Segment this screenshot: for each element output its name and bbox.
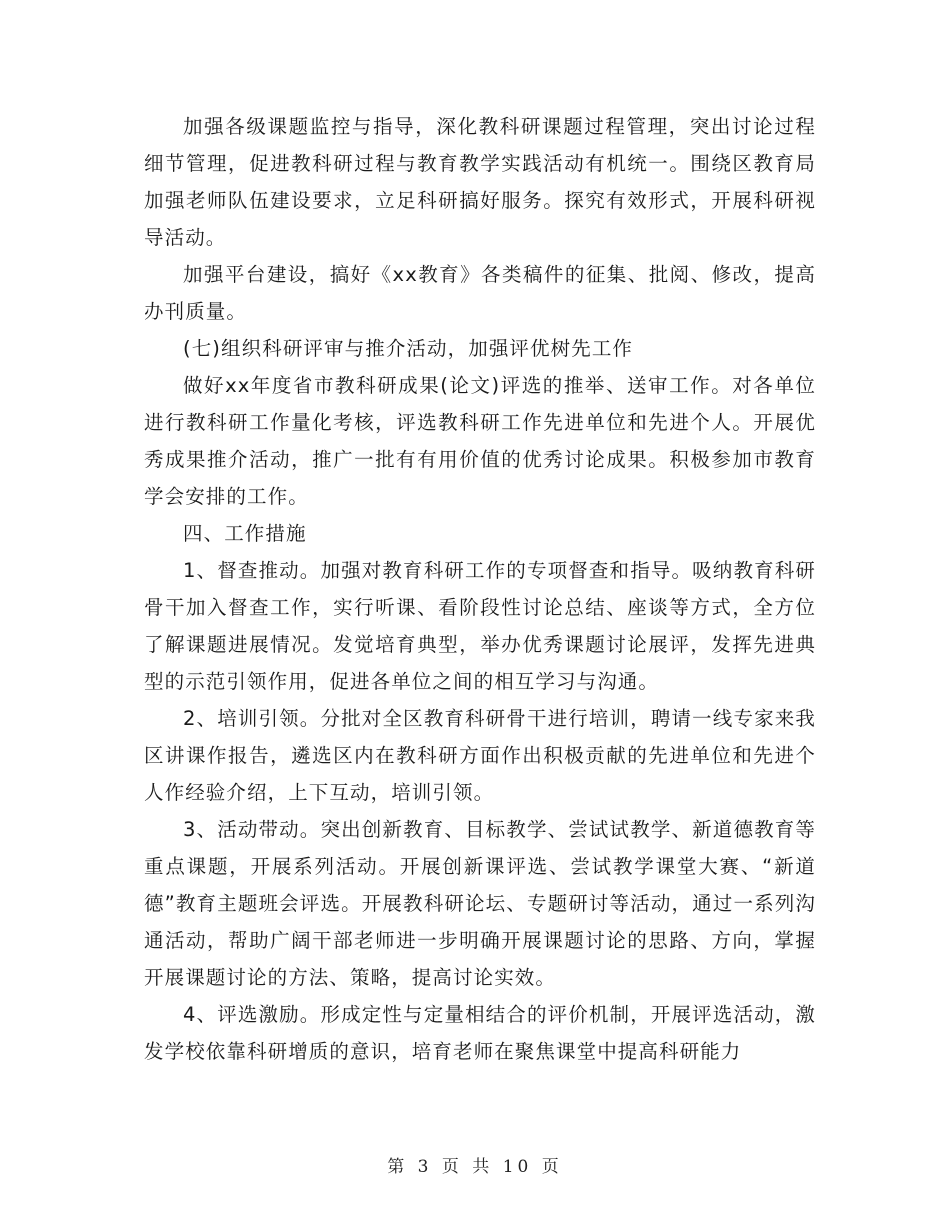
section-heading-7: (七)组织科研评审与推介活动，加强评优树先工作 <box>183 337 634 360</box>
section-heading-measures: 四、工作措施 <box>183 522 307 545</box>
paragraph-achievement-review: 做好xx年度省市教科研成果(论文)评选的推举、送审工作。对各单位进行教科研工作量化考核，评选教科研工作先进单位和先进个人。开展优秀成果推介活动，推广一批有有用价值的优秀讨论成果。积极参加市教育学会安排的工作。 <box>144 374 816 508</box>
paragraph-measure-3: 3、活动带动。突出创新教育、目标教学、尝试试教学、新道德教育等重点课题，开展系列活动。开展创新课评选、尝试教学课堂大赛、“新道德”教育主题班会评选。开展教科研论坛、专题研讨等活动，通过一系列沟通活动，帮助广阔干部老师进一步明确开展课题讨论的思路、方向，掌握开展课题讨论的方法、策略，提高讨论实效。 <box>144 818 816 989</box>
paragraph-measure-1: 1、督查推动。加强对教育科研工作的专项督查和指导。吸纳教育科研骨干加入督查工作，实行听课、看阶段性讨论总结、座谈等方式，全方位了解课题进展情况。发觉培育典型，举办优秀课题讨论展评，发挥先进典型的示范引领作用，促进各单位之间的相互学习与沟通。 <box>144 559 816 693</box>
paragraph-topic-monitoring: 加强各级课题监控与指导，深化教科研课题过程管理，突出讨论过程细节管理，促进教科研过程与教育教学实践活动有机统一。围绕区教育局加强老师队伍建设要求，立足科研搞好服务。探究有效形式，开展科研视导活动。 <box>144 115 816 249</box>
document-body <box>144 108 816 1070</box>
paragraph-measure-2: 2、培训引领。分批对全区教育科研骨干进行培训，聘请一线专家来我区讲课作报告，遴选区内在教科研方面作出积极贡献的先进单位和先进个人作经验介绍，上下互动，培训引领。 <box>144 707 816 804</box>
paragraph-measure-4: 4、评选激励。形成定性与定量相结合的评价机制，开展评选活动，激发学校依靠科研增质的意识，培育老师在聚焦课堂中提高科研能力 <box>144 1003 816 1063</box>
page-number-footer: 第 3 页 共 10 页 <box>387 1157 563 1177</box>
paragraph-platform-building: 加强平台建设，搞好《xx教育》各类稿件的征集、批阅、修改，提高办刊质量。 <box>144 263 816 323</box>
